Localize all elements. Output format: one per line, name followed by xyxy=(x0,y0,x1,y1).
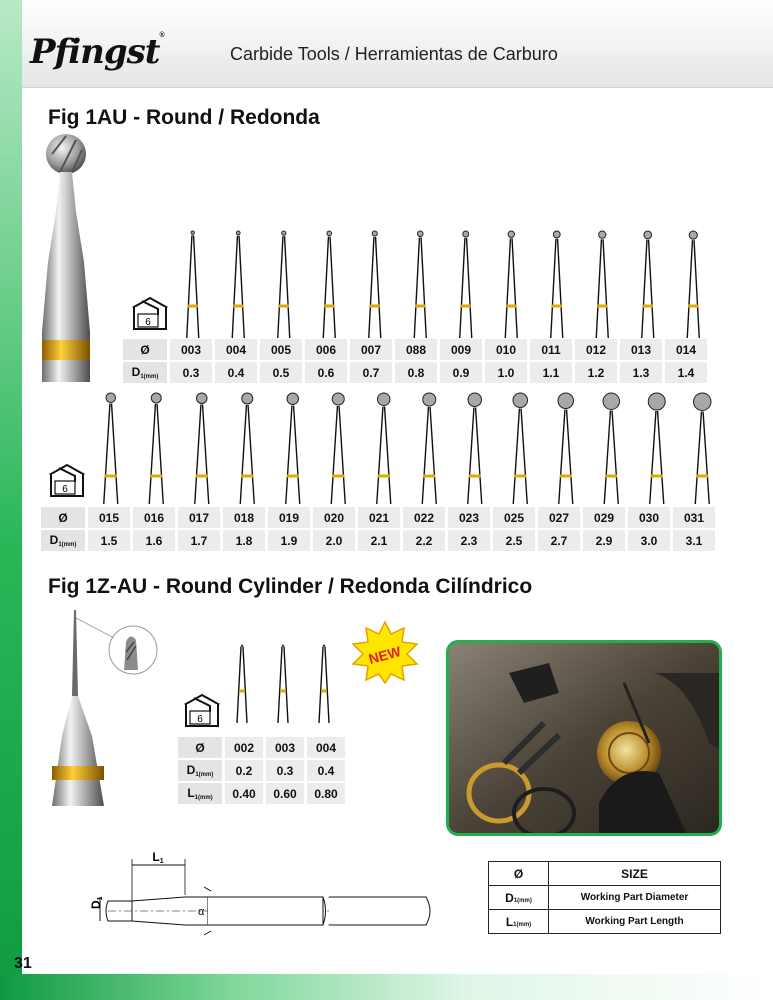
legend-row xyxy=(489,910,721,934)
size-cell: 015 xyxy=(88,507,130,528)
bur-10 xyxy=(642,231,654,338)
bur-0 xyxy=(187,231,199,338)
size-table-row-1 xyxy=(120,337,710,385)
bur-9 xyxy=(596,231,608,338)
bur-6 xyxy=(460,231,472,338)
bur-row-1-illustration xyxy=(170,230,715,338)
size-cell: 012 xyxy=(575,339,617,360)
value-cell: 2.0 xyxy=(313,530,355,551)
size-cell: 013 xyxy=(620,339,662,360)
size-cell: 021 xyxy=(358,507,400,528)
size-table-fig2 xyxy=(175,735,348,806)
size-cell: 005 xyxy=(260,339,302,360)
size-cell: 088 xyxy=(395,339,437,360)
cylinder-bur-1 xyxy=(278,645,288,723)
diameter-header: Ø xyxy=(178,737,222,758)
value-cell: 1.4 xyxy=(665,362,707,383)
svg-text:L1: L1 xyxy=(152,850,164,865)
bur-3 xyxy=(240,393,254,504)
bur-dimension-diagram xyxy=(88,845,438,940)
size-cell: 022 xyxy=(403,507,445,528)
value-cell: 0.4 xyxy=(307,760,345,781)
d1-header: $D_{1(mm)}$ xyxy=(123,362,167,383)
value-cell: 0.60 xyxy=(266,783,304,804)
value-cell: 1.0 xyxy=(485,362,527,383)
size-cell: 009 xyxy=(440,339,482,360)
value-cell: 0.80 xyxy=(307,783,345,804)
size-cell: 003 xyxy=(266,737,304,758)
size-cell: 031 xyxy=(673,507,715,528)
bur-8 xyxy=(551,231,563,338)
value-cell: 2.5 xyxy=(493,530,535,551)
value-cell: 2.2 xyxy=(403,530,445,551)
size-cell: 006 xyxy=(305,339,347,360)
size-cell: 007 xyxy=(350,339,392,360)
value-cell: 0.2 xyxy=(225,760,263,781)
value-cell: 2.7 xyxy=(538,530,580,551)
d1-header: $D_{1(mm)}$ xyxy=(178,760,222,781)
size-cell: 018 xyxy=(223,507,265,528)
cylinder-bur-0 xyxy=(237,645,247,723)
legend-header-value: SIZE xyxy=(549,862,721,886)
value-cell: 1.7 xyxy=(178,530,220,551)
bur-4 xyxy=(369,231,381,338)
size-cell: 010 xyxy=(485,339,527,360)
svg-text:NEW: NEW xyxy=(366,643,403,667)
svg-text:6: 6 xyxy=(145,317,151,328)
legend-table xyxy=(488,861,721,934)
size-cell: 030 xyxy=(628,507,670,528)
legend-row xyxy=(489,886,721,910)
page-number: 31 xyxy=(14,955,32,972)
left-green-edge xyxy=(0,0,22,1000)
page-header xyxy=(22,0,773,88)
size-cell: 023 xyxy=(448,507,490,528)
value-cell: 2.3 xyxy=(448,530,490,551)
bur-1 xyxy=(232,231,244,338)
legend-value: Working Part Diameter xyxy=(549,886,721,910)
value-cell: 3.0 xyxy=(628,530,670,551)
d1-header: $D_{1(mm)}$ xyxy=(41,530,85,551)
size-table-row-2 xyxy=(38,505,718,553)
bur-3 xyxy=(323,231,335,338)
svg-text:α: α xyxy=(198,906,205,918)
value-cell: 0.40 xyxy=(225,783,263,804)
value-cell: 0.5 xyxy=(260,362,302,383)
bur-2 xyxy=(195,393,209,504)
package-box-icon xyxy=(47,462,87,500)
bur-11 xyxy=(603,393,620,504)
bur-4 xyxy=(286,393,300,504)
value-cell: 0.4 xyxy=(215,362,257,383)
value-cell: 0.3 xyxy=(266,760,304,781)
diameter-header: Ø xyxy=(41,507,85,528)
size-cell: 004 xyxy=(215,339,257,360)
bur-13 xyxy=(694,393,712,504)
value-cell: 1.2 xyxy=(575,362,617,383)
size-cell: 004 xyxy=(307,737,345,758)
bur-2 xyxy=(278,231,290,338)
legend-key: D1(mm) xyxy=(489,886,549,910)
fig2-title: Fig 1Z-AU - Round Cylinder / Redonda Cilíndrico xyxy=(48,575,533,598)
value-cell: 1.3 xyxy=(620,362,662,383)
value-cell: 0.3 xyxy=(170,362,212,383)
svg-text:D1: D1 xyxy=(89,896,104,909)
bur-7 xyxy=(422,393,436,504)
svg-text:6: 6 xyxy=(62,484,68,495)
bur-7 xyxy=(505,231,517,338)
size-cell: 017 xyxy=(178,507,220,528)
value-cell: 1.9 xyxy=(268,530,310,551)
bur-row-3-illustration xyxy=(228,643,338,725)
value-cell: 2.9 xyxy=(583,530,625,551)
bottom-green-edge xyxy=(0,974,773,1000)
l1-header: $L_{1(mm)}$ xyxy=(178,783,222,804)
bur-1 xyxy=(149,393,163,504)
value-cell: 0.9 xyxy=(440,362,482,383)
header-title: Carbide Tools / Herramientas de Carburo xyxy=(230,44,558,64)
watchmaker-photo-art xyxy=(449,643,722,836)
bur-8 xyxy=(468,393,482,504)
value-cell: 3.1 xyxy=(673,530,715,551)
watchmaker-photo xyxy=(446,640,722,836)
size-cell: 011 xyxy=(530,339,572,360)
bur-0 xyxy=(104,393,118,504)
bur-11 xyxy=(687,231,699,338)
cylinder-bur-product-image xyxy=(48,606,158,811)
size-cell: 014 xyxy=(665,339,707,360)
legend-header-key: Ø xyxy=(489,862,549,886)
value-cell: 1.8 xyxy=(223,530,265,551)
round-bur-product-image xyxy=(38,132,100,382)
package-box-icon xyxy=(130,295,170,333)
size-cell: 016 xyxy=(133,507,175,528)
bur-12 xyxy=(648,393,665,504)
bur-5 xyxy=(331,393,345,504)
diameter-header: Ø xyxy=(123,339,167,360)
bur-9 xyxy=(513,393,528,504)
size-cell: 027 xyxy=(538,507,580,528)
package-box-icon xyxy=(182,692,222,730)
value-cell: 1.5 xyxy=(88,530,130,551)
bur-5 xyxy=(414,231,426,338)
value-cell: 0.7 xyxy=(350,362,392,383)
size-cell: 029 xyxy=(583,507,625,528)
brand-logo: Pfingst® xyxy=(30,32,164,72)
legend-header-row xyxy=(489,862,721,886)
value-cell: 0.8 xyxy=(395,362,437,383)
value-cell: 1.1 xyxy=(530,362,572,383)
legend-value: Working Part Length xyxy=(549,910,721,934)
bur-6 xyxy=(377,393,391,504)
legend-key: L1(mm) xyxy=(489,910,549,934)
size-cell: 020 xyxy=(313,507,355,528)
value-cell: 0.6 xyxy=(305,362,347,383)
size-cell: 019 xyxy=(268,507,310,528)
cylinder-bur-2 xyxy=(319,645,329,723)
fig1-title: Fig 1AU - Round / Redonda xyxy=(48,106,320,129)
new-badge xyxy=(350,620,420,684)
svg-text:6: 6 xyxy=(197,714,203,725)
value-cell: 2.1 xyxy=(358,530,400,551)
bur-10 xyxy=(558,393,574,504)
size-cell: 002 xyxy=(225,737,263,758)
value-cell: 1.6 xyxy=(133,530,175,551)
size-cell: 003 xyxy=(170,339,212,360)
bur-row-2-illustration xyxy=(88,392,728,504)
size-cell: 025 xyxy=(493,507,535,528)
